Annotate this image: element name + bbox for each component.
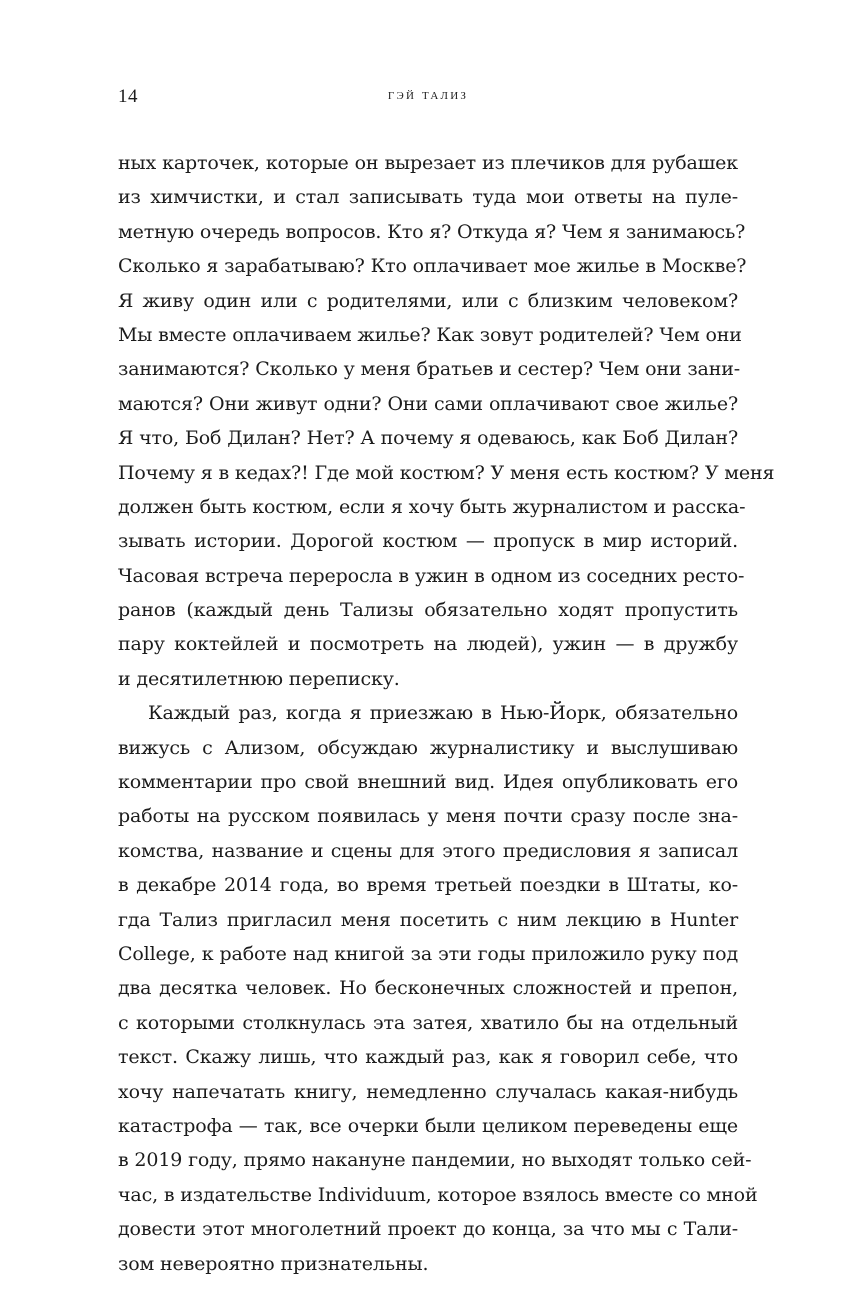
text-line: метную очередь вопросов. Кто я? Откуда я? Чем я занимаюсь? — [118, 220, 746, 243]
text-line: вижусь с Ализом, обсуждаю журналистику и выслушиваю — [118, 736, 738, 759]
page-number: 14 — [118, 86, 138, 107]
text-line: два десятка человек. Но бесконечных сложностей и препон, — [118, 977, 738, 1000]
running-title: гэй тализ — [387, 87, 469, 103]
paragraph-2 — [118, 696, 758, 1281]
text-line: ных карточек, которые он вырезает из плечиков для рубашек — [118, 152, 738, 174]
text-line: ранов (каждый день Тализы обязательно ходят пропустить — [118, 599, 738, 622]
text-line: и десятилетнюю переписку. — [118, 667, 400, 690]
text-line: Каждый раз, когда я приезжаю в Нью-Йорк, обязательно — [148, 702, 738, 725]
text-line: комментарии про свой внешний вид. Идея опубликовать его — [118, 771, 738, 794]
text-line: зывать истории. Дорогой костюм — пропуск в мир историй. — [118, 530, 738, 553]
paragraph-1 — [118, 146, 775, 696]
text-line: комства, название и сцены для этого предисловия я записал — [118, 839, 738, 862]
running-head — [118, 86, 738, 110]
text-line: зом невероятно признательны. — [118, 1252, 429, 1275]
text-line: катастрофа — так, все очерки были целиком переведены еще — [118, 1114, 738, 1137]
text-line: пару коктейлей и посмотреть на людей), ужин — в дружбу — [118, 633, 738, 656]
text-line: текст. Скажу лишь, что каждый раз, как я говорил себе, что — [118, 1046, 738, 1069]
text-line: Мы вместе оплачиваем жилье? Как зовут родителей? Чем они — [118, 323, 742, 346]
text-line: в декабре 2014 года, во время третьей поездки в Штаты, ко- — [118, 874, 738, 897]
text-line: гда Тализ пригласил меня посетить с ним лекцию в Hunter — [118, 908, 738, 931]
text-line: работы на русском появилась у меня почти сразу после зна- — [118, 805, 738, 828]
text-line: хочу напечатать книгу, немедленно случалась какая-нибудь — [118, 1080, 738, 1103]
text-line: маются? Они живут одни? Они сами оплачивают свое жилье? — [118, 392, 738, 415]
text-line: Часовая встреча переросла в ужин в одном из соседних ресто- — [118, 564, 745, 587]
body-text — [118, 146, 775, 1281]
text-line: College, к работе над книгой за эти годы приложило руку под — [118, 942, 738, 965]
text-line: довести этот многолетний проект до конца, за что мы с Тали- — [118, 1218, 738, 1241]
text-line: должен быть костюм, если я хочу быть журналистом и расска- — [118, 495, 746, 518]
text-line: из химчистки, и стал записывать туда мои ответы на пуле- — [118, 186, 738, 209]
text-line: в 2019 году, прямо накануне пандемии, но выходят только сей- — [118, 1149, 752, 1172]
text-line: Я живу один или с родителями, или с близким человеком? — [118, 289, 738, 312]
text-line: Почему я в кедах?! Где мой костюм? У меня есть костюм? У меня — [118, 461, 775, 484]
text-line: Сколько я зарабатываю? Кто оплачивает мое жилье в Москве? — [118, 255, 747, 278]
text-line: Я что, Боб Дилан? Нет? А почему я одеваюсь, как Боб Дилан? — [118, 427, 738, 450]
text-line: час, в издательстве Individuum, которое взялось вместе со мной — [118, 1183, 758, 1206]
text-line: с которыми столкнулась эта затея, хватило бы на отдельный — [118, 1011, 738, 1034]
text-line: занимаются? Сколько у меня братьев и сестер? Чем они зани- — [118, 358, 741, 381]
